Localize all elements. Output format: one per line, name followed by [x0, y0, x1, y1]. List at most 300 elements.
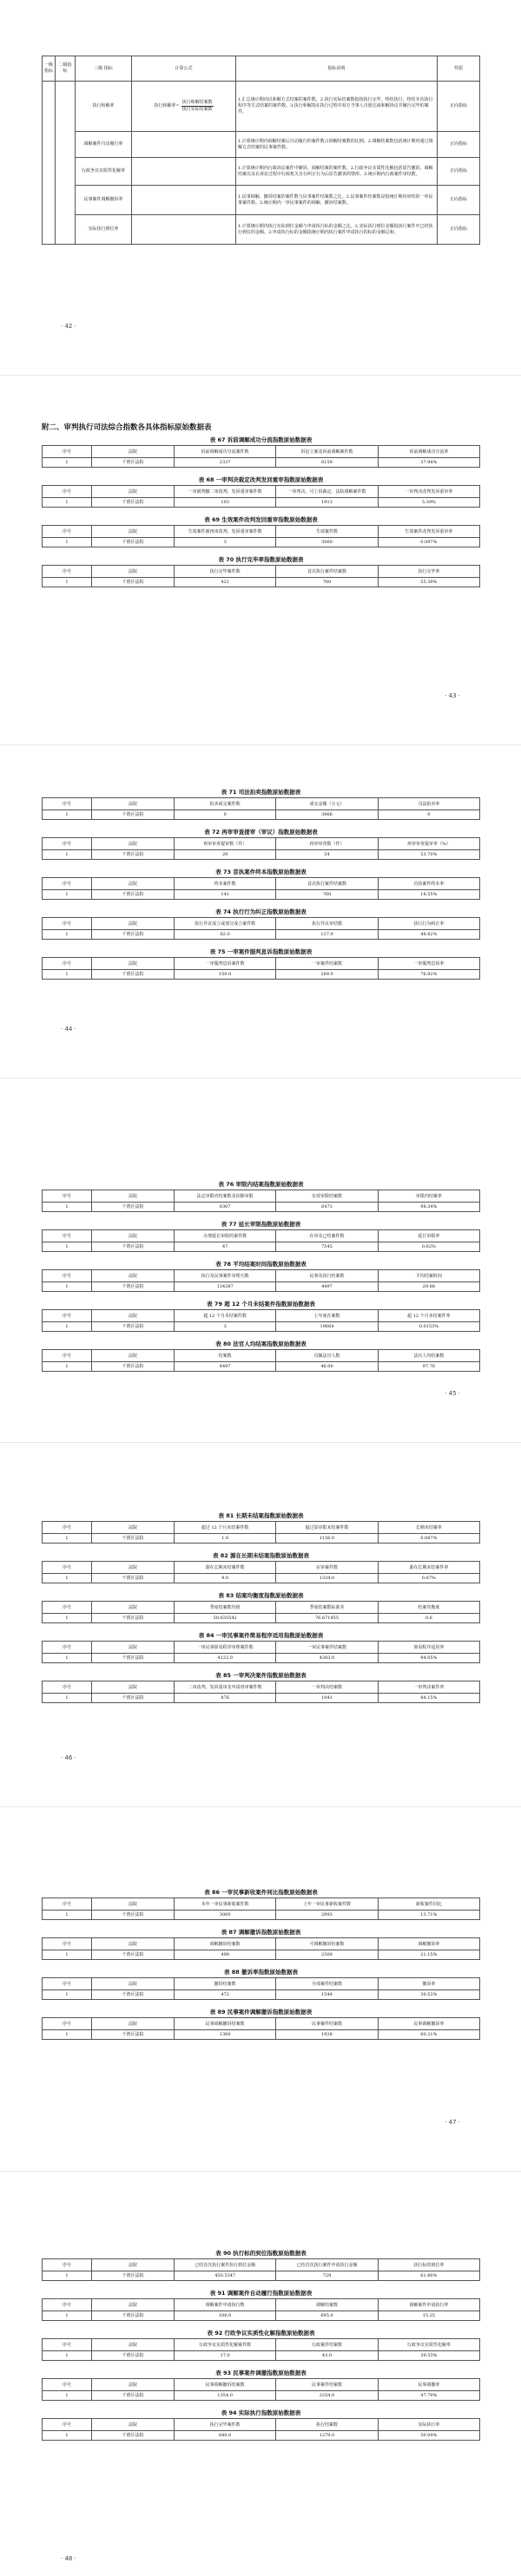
table-header-row [43, 918, 480, 930]
data-table-block [42, 1631, 480, 1663]
header-cell: 本年一审民事新收案件数 [175, 1898, 276, 1911]
table-cell: 1 [43, 1534, 92, 1544]
data-table [42, 1229, 480, 1252]
table-header-row [43, 1230, 480, 1242]
table-cell: 0 [378, 810, 479, 820]
header-cell: 调解结案数 [276, 2299, 378, 2311]
table-row [43, 1242, 480, 1252]
header-cell: 上年度在案数 [276, 1310, 378, 1322]
data-table [42, 1937, 480, 1960]
table-cell: 0.097% [378, 538, 479, 547]
header-cell: 序号 [43, 878, 92, 890]
table-cell: 1 [43, 1242, 92, 1252]
header-cell: 再审审查数（件） [276, 838, 378, 850]
table-row [43, 890, 480, 900]
header-cell: 法院 [92, 918, 175, 930]
data-table [42, 2298, 480, 2321]
data-table [42, 877, 480, 900]
table-cell: 5.39% [378, 498, 479, 508]
header-cell: 行政案件结案数 [276, 2339, 378, 2351]
data-table-block [42, 2409, 480, 2441]
table-cell: 29 [175, 850, 276, 860]
table-caption: 表 78 平均结案时间指数原始数据表 [215, 1261, 307, 1268]
table-cell: 1 [43, 2271, 92, 2281]
header-cell: 办理延长审限的案件数 [175, 1230, 276, 1242]
table-cell: 30.53% [378, 1990, 479, 2000]
page-divider [0, 375, 521, 376]
table-row [43, 970, 480, 980]
header-cell: 法院 [92, 1642, 175, 1654]
table-cell: 499 [175, 1950, 276, 1960]
data-table [42, 1681, 480, 1703]
header-cell: 首次执行案件结案数 [276, 566, 378, 578]
table-caption: 表 68 一审判决裁定改判发回重审指数原始数据表 [198, 476, 324, 483]
header-cell: 法院 [92, 1562, 175, 1574]
header-cell: 序号 [43, 566, 92, 578]
table-cell: 千禧区法院 [92, 1694, 175, 1703]
header-cell: 在审及已结案件数 [276, 1230, 378, 1242]
table-caption: 表 81 长期未结案指数原始数据表 [218, 1512, 304, 1519]
data-table [42, 2017, 480, 2040]
table-caption: 表 82 源在长期未结案指数原始数据表 [212, 1552, 310, 1559]
table-cell: 47.79% [378, 2391, 479, 2401]
table-cell: 1 [43, 2030, 92, 2040]
table-header-row [43, 2339, 480, 2351]
page-number: · 43 · [445, 692, 460, 699]
data-table-block [42, 2249, 480, 2281]
table-cell: 39.53% [378, 2351, 479, 2361]
table-header-row [43, 958, 480, 970]
header-cell: 在审案件数 [276, 1562, 378, 1574]
table-cell: 0.67% [378, 1574, 479, 1583]
data-table [42, 1190, 480, 1212]
indicator-name: 执行和解率 [76, 82, 132, 132]
table-cell: 141 [175, 890, 276, 900]
page-number: · 42 · [61, 323, 76, 330]
header-cell: 法院 [92, 1230, 175, 1242]
header-cell: 撤诉率 [378, 1978, 479, 1990]
header-cell: 一审民事简易程序审理案件数 [175, 1642, 276, 1654]
header-cell: 季度结案数标准差 [276, 1602, 378, 1614]
table-cell: 1 [43, 2351, 92, 2361]
formula-denominator: 执行实际结案数 [181, 107, 213, 112]
header-cell: 延长审限率 [378, 1230, 479, 1242]
data-table [42, 485, 480, 508]
table-cell: 7545 [276, 1242, 378, 1252]
table-cell: 千禧区法院 [92, 2271, 175, 2281]
table-cell: 6159 [276, 458, 378, 468]
table-caption: 表 83 结案均衡度指数原始数据表 [218, 1592, 304, 1599]
table-row [43, 2030, 480, 2040]
table-cell: 0.6 [378, 1614, 479, 1623]
header-cell: 诉前调解成功分流案件数 [175, 446, 276, 458]
table-cell: 54 [276, 850, 378, 860]
table-header-row [43, 1310, 480, 1322]
data-table-block [42, 2289, 480, 2321]
table-caption: 表 84 一审民事案件简易程序适用指数原始数据表 [198, 1632, 324, 1639]
header-cell: 已结首次执行案件执行到位金额 [175, 2259, 276, 2271]
header-cell: 民事案件结案数 [276, 2018, 378, 2030]
table-caption: 表 87 调解撤诉指数原始数据表 [221, 1929, 301, 1936]
indicator-nature: 正向指标 [438, 158, 480, 186]
header-cell: 民事及执行结案数 [276, 1270, 378, 1282]
data-table-block [42, 1888, 480, 1920]
table-cell: 695.0 [276, 2311, 378, 2321]
table-cell: 94.05% [378, 1654, 479, 1663]
table-cell: 17.0 [175, 2351, 276, 2361]
table-cell: 97.76 [378, 1362, 479, 1372]
table-header-row [43, 56, 480, 82]
header-cell: 序号 [43, 2299, 92, 2311]
table-cell: 1 [43, 1282, 92, 1292]
table-header-row [43, 2419, 480, 2431]
table-header-row [43, 2299, 480, 2311]
table-header-row [43, 1350, 480, 1362]
table-row [43, 2311, 480, 2321]
header-cell: 行政争议实质性化解率 [378, 2339, 479, 2351]
header-cell: 简易程序适用率 [378, 1642, 479, 1654]
table-row [43, 578, 480, 587]
data-table-block [42, 555, 480, 587]
data-table [42, 525, 480, 547]
table-cell: 千禧区法院 [92, 970, 175, 980]
header-cell: 再审审查提审数（件） [175, 838, 276, 850]
table-caption: 表 86 一审民事新收案件同比指数原始数据表 [204, 1889, 318, 1896]
header-cell: 计算公式 [132, 56, 236, 82]
table-cell: 47 [175, 1242, 276, 1252]
header-cell: 一审判决、可上诉裁定、法院调解案件数 [276, 486, 378, 498]
data-table-block [42, 1220, 480, 1252]
table-caption: 表 91 调解案件自动履行指数原始数据表 [209, 2290, 313, 2297]
indicator-description: 1.汇总统计期内以和解方式结案的案件数。2.执行实际结案数指按执行完毕、终结执行、终结本次执行程序等方式结案的案件数。3.执行和解指在执行过程中双方当事人自愿达成和解协议并履行完毕的案件。 [236, 82, 438, 132]
table-cell: 1 [43, 930, 92, 940]
table-cell: 千禧区法院 [92, 2391, 175, 2401]
header-cell: 法院 [92, 1898, 175, 1911]
indicator-name: 调解案件自动履行率 [76, 132, 132, 158]
table-caption: 表 88 撤诉率指数原始数据表 [223, 1969, 299, 1976]
table-cell: 21.15% [378, 1950, 479, 1960]
table-caption: 表 77 延长审限指数原始数据表 [221, 1221, 301, 1228]
table-caption: 表 90 执行标的到位指数原始数据表 [215, 2250, 307, 2257]
table-caption: 表 89 民事案件调解撤诉指数原始数据表 [209, 2009, 313, 2016]
table-header-row [43, 526, 480, 538]
table-row [43, 930, 480, 940]
table-header-row [43, 2259, 480, 2271]
table-header-row [43, 1938, 480, 1950]
formula-label: 执行和解率= [154, 103, 180, 108]
header-cell: 序号 [43, 486, 92, 498]
data-table-block [42, 1300, 480, 1332]
table-cell: 3966 [276, 810, 378, 820]
data-table [42, 1269, 480, 1292]
header-cell: 执行标的到位率 [378, 2259, 479, 2271]
header-cell: 诉讼立案及诉前调解案件数 [276, 446, 378, 458]
data-table-block [42, 475, 480, 508]
data-table-block [42, 947, 480, 980]
header-cell: 法定审限内结案数及扣除审限 [175, 1190, 276, 1203]
table-header-row [43, 1190, 480, 1203]
table-header-row [43, 486, 480, 498]
table-row [43, 1911, 480, 1920]
header-cell: 拍卖成交案件数 [175, 798, 276, 810]
table-caption: 表 76 审限内结案指数原始数据表 [218, 1181, 304, 1188]
header-cell: 法院 [92, 1522, 175, 1534]
table-cell: 55.39% [378, 578, 479, 587]
table-caption: 表 92 行政争议实质性化解指数原始数据表 [207, 2330, 315, 2337]
table-cell: 421 [175, 578, 276, 587]
header-cell: 一审判决结案数 [276, 1681, 378, 1694]
header-cell: 法院 [92, 2339, 175, 2351]
table-row [43, 538, 480, 547]
formula-cell [132, 215, 236, 245]
table-cell: 1 [43, 1654, 92, 1663]
table-cell: 千禧区法院 [92, 2030, 175, 2040]
formula-cell [132, 82, 236, 132]
table-caption: 表 73 首执案件终本指数原始数据表 [215, 868, 307, 875]
header-cell: 全部案件结案数 [276, 1978, 378, 1990]
page-number: · 44 · [61, 1026, 76, 1032]
table-cell: 472 [175, 1990, 276, 2000]
table-row [43, 1990, 480, 2000]
page-number: · 47 · [445, 2119, 460, 2126]
header-cell: 序号 [43, 1522, 92, 1534]
table-cell: 1 [43, 1990, 92, 2000]
table-caption: 表 67 诉前调解成功分流指数原始数据表 [209, 436, 313, 443]
header-cell: 序号 [43, 1190, 92, 1203]
table-cell: 760 [276, 578, 378, 587]
table-cell: 640.0 [175, 2431, 276, 2441]
formula [134, 100, 234, 113]
data-table-block [42, 908, 480, 940]
data-table [42, 1309, 480, 1332]
table-row [43, 132, 480, 158]
table-cell: 4497 [276, 1282, 378, 1292]
header-cell: 序号 [43, 1350, 92, 1362]
formula-cell [132, 186, 236, 215]
table-header-row [43, 798, 480, 810]
header-cell: 序号 [43, 526, 92, 538]
table-header-row [43, 1681, 480, 1694]
header-cell: 生效案件改判发回重审率 [378, 526, 479, 538]
header-cell: 执行完毕案件数 [175, 2419, 276, 2431]
header-cell: 执行完毕率 [378, 566, 479, 578]
table-cell: 4383.0 [276, 1654, 378, 1663]
page-divider [0, 1442, 521, 1443]
table-cell: 千禧区法院 [92, 2351, 175, 2361]
table-caption: 表 70 执行完毕率指数原始数据表 [218, 556, 304, 563]
header-cell: 一审判决案件率 [378, 1681, 479, 1694]
table-row [43, 2271, 480, 2281]
header-cell: 序号 [43, 1978, 92, 1990]
header-cell: 超过 12 个月未结案件数 [175, 1522, 276, 1534]
header-cell: 生效案件数 [276, 526, 378, 538]
indicator-definition-table [42, 56, 480, 245]
table-cell: 千禧区法院 [92, 850, 175, 860]
table-row [43, 850, 480, 860]
header-cell: 序号 [43, 2419, 92, 2431]
header-cell: 三级 指标 [76, 56, 132, 82]
header-cell: 序号 [43, 1270, 92, 1282]
header-cell: 民事调撤率 [378, 2379, 479, 2391]
page-divider [0, 1806, 521, 1807]
header-cell: 再审审查提审率（%） [378, 838, 479, 850]
table-cell: 4122.0 [175, 1654, 276, 1663]
table-row [43, 2351, 480, 2361]
indicator-name: 行政争议实质性化解率 [76, 158, 132, 186]
header-cell: 法院 [92, 1681, 175, 1694]
header-cell: 序号 [43, 798, 92, 810]
table-cell: 150.0 [175, 970, 276, 980]
formula-cell [132, 158, 236, 186]
header-cell: 序号 [43, 2379, 92, 2391]
table-cell: 3000 [175, 1911, 276, 1920]
header-cell: 性质 [438, 56, 480, 82]
table-header-row [43, 1270, 480, 1282]
data-table-block [42, 436, 480, 468]
section-heading: 附二、审判执行司法综合指数各具体指标原始数据表 [42, 423, 212, 432]
table-cell: 2993 [276, 1911, 378, 1920]
header-cell: 可调解撤诉结案数 [276, 1938, 378, 1950]
indicator-nature: 正向指标 [438, 215, 480, 245]
table-cell: 1 [43, 1911, 92, 1920]
table-cell: 千禧区法院 [92, 1242, 175, 1252]
header-cell: 序号 [43, 1310, 92, 1322]
table-cell: 2254.0 [276, 2391, 378, 2401]
table-cell: 千禧区法院 [92, 2311, 175, 2321]
header-cell: 法院 [92, 1310, 175, 1322]
table-cell: 1 [43, 1574, 92, 1583]
header-cell: 调解案件申请执行率 [378, 2299, 479, 2311]
table-cell: 千禧区法院 [92, 1282, 175, 1292]
header-cell: 调解撤诉结案数 [175, 1938, 276, 1950]
header-cell: 一审服判息诉案件数 [175, 958, 276, 970]
table-cell: 2337 [175, 458, 276, 468]
data-table [42, 2418, 480, 2441]
data-table-block [42, 2369, 480, 2401]
table-cell: 0.0153% [378, 1322, 479, 1332]
table-cell: 千禧区法院 [92, 498, 175, 508]
header-cell: 一审案件结案数 [276, 958, 378, 970]
table-cell: 4497 [175, 1362, 276, 1372]
data-table-block [42, 1511, 480, 1544]
table-cell: 千禧区法院 [92, 1574, 175, 1583]
data-table [42, 2258, 480, 2281]
table-cell: 76.671455 [276, 1614, 378, 1623]
table-cell: 76.92% [378, 970, 479, 980]
header-cell: 序号 [43, 2339, 92, 2351]
indicator-name: 实际执行到位率 [76, 215, 132, 245]
header-cell: 一审判决改判发回重审率 [378, 486, 479, 498]
header-cell: 民事调解撤诉结案数 [175, 2379, 276, 2391]
data-table [42, 1521, 480, 1544]
table-caption: 表 72 再审审查提审（审议）指数原始数据表 [204, 829, 318, 836]
table-cell: 2300 [276, 1950, 378, 1960]
table-cell: 1 [43, 1614, 92, 1623]
table-caption: 表 94 实际执行指数原始数据表 [221, 2409, 301, 2416]
header-cell: 法院 [92, 798, 175, 810]
header-cell: 法院 [92, 1190, 175, 1203]
header-cell: 调解撤诉率 [378, 1938, 479, 1950]
data-table [42, 837, 480, 860]
table-cell: 1041 [276, 1694, 378, 1703]
table-cell: 1354.0 [175, 2391, 276, 2401]
table-header-row [43, 2018, 480, 2030]
data-table-block [42, 1180, 480, 1212]
header-cell: 一审服判息诉率 [378, 958, 479, 970]
table-cell: 1 [43, 578, 92, 587]
header-cell: 法院 [92, 486, 175, 498]
table-cell: 1 [43, 538, 92, 547]
table-cell: 103 [175, 498, 276, 508]
header-cell: 平均结案时间 [378, 1270, 479, 1282]
table-cell: 50.04% [378, 2431, 479, 2441]
header-cell: 法院 [92, 2018, 175, 2030]
table-cell: 61.80% [378, 2271, 479, 2281]
table-caption: 表 75 一审案件服判息诉指数原始数据表 [209, 948, 313, 955]
table-cell: 1 [43, 890, 92, 900]
table-caption: 表 71 司法拍卖指数原始数据表 [221, 789, 301, 796]
data-table [42, 2378, 480, 2401]
table-cell: 9.0 [175, 1574, 276, 1583]
table-row [43, 458, 480, 468]
table-row [43, 1950, 480, 1960]
header-cell: 序号 [43, 838, 92, 850]
table-cell: 1 [43, 1203, 92, 1212]
header-cell: 首执案件终本率 [378, 878, 479, 890]
header-cell: 终本案件数 [175, 878, 276, 890]
data-table-block [42, 1671, 480, 1703]
indicator-nature: 正向指标 [438, 82, 480, 132]
data-table [42, 565, 480, 587]
header-cell: 序号 [43, 1230, 92, 1242]
header-cell: 法院 [92, 1270, 175, 1282]
header-cell: 序号 [43, 1681, 92, 1694]
table-row [43, 1654, 480, 1663]
table-cell: 千禧区法院 [92, 930, 175, 940]
table-cell: 43.0 [276, 2351, 378, 2361]
table-cell: 千禧区法院 [92, 1534, 175, 1544]
data-table-block [42, 828, 480, 860]
header-cell: 执行行为纠正率 [378, 918, 479, 930]
header-cell: 行政争议实质性化解案件数 [175, 2339, 276, 2351]
header-cell: 实际执行率 [378, 2419, 479, 2431]
table-header-row [43, 566, 480, 578]
header-cell: 法院 [92, 526, 175, 538]
header-cell: 源在长期未结案件数 [175, 1562, 276, 1574]
table-cell: 48.82% [378, 930, 479, 940]
table-cell: 千禧区法院 [92, 2431, 175, 2441]
header-cell: 执行及民事案件审理天数 [175, 1270, 276, 1282]
table-row [43, 1203, 480, 1212]
header-cell: 法院 [92, 566, 175, 578]
page-divider [0, 2171, 521, 2172]
table-cell: 千禧区法院 [92, 458, 175, 468]
data-table [42, 1349, 480, 1372]
header-cell: 法院 [92, 446, 175, 458]
header-cell: 法院 [92, 838, 175, 850]
table-row [43, 186, 480, 215]
table-row [43, 2391, 480, 2401]
header-cell: 法院 [92, 1978, 175, 1990]
indicator-description: 1.计算统计期内行政诉讼案件中撤诉、调解结案的案件数。2.行政争议实质性化解包括原告撤诉、调解结案以及在诉讼过程中行政机关自行纠正行为后原告撤诉的情形。3.统计期内行政案件审结数。 [236, 158, 438, 186]
table-cell: 0.087% [378, 1534, 479, 1544]
header-cell: 上年一审民事新收案件数 [276, 1898, 378, 1911]
table-cell: 1 [43, 1950, 92, 1960]
table-cell: 千禧区法院 [92, 538, 175, 547]
data-table [42, 917, 480, 940]
data-table [42, 1898, 480, 1920]
table-header-row [43, 1642, 480, 1654]
